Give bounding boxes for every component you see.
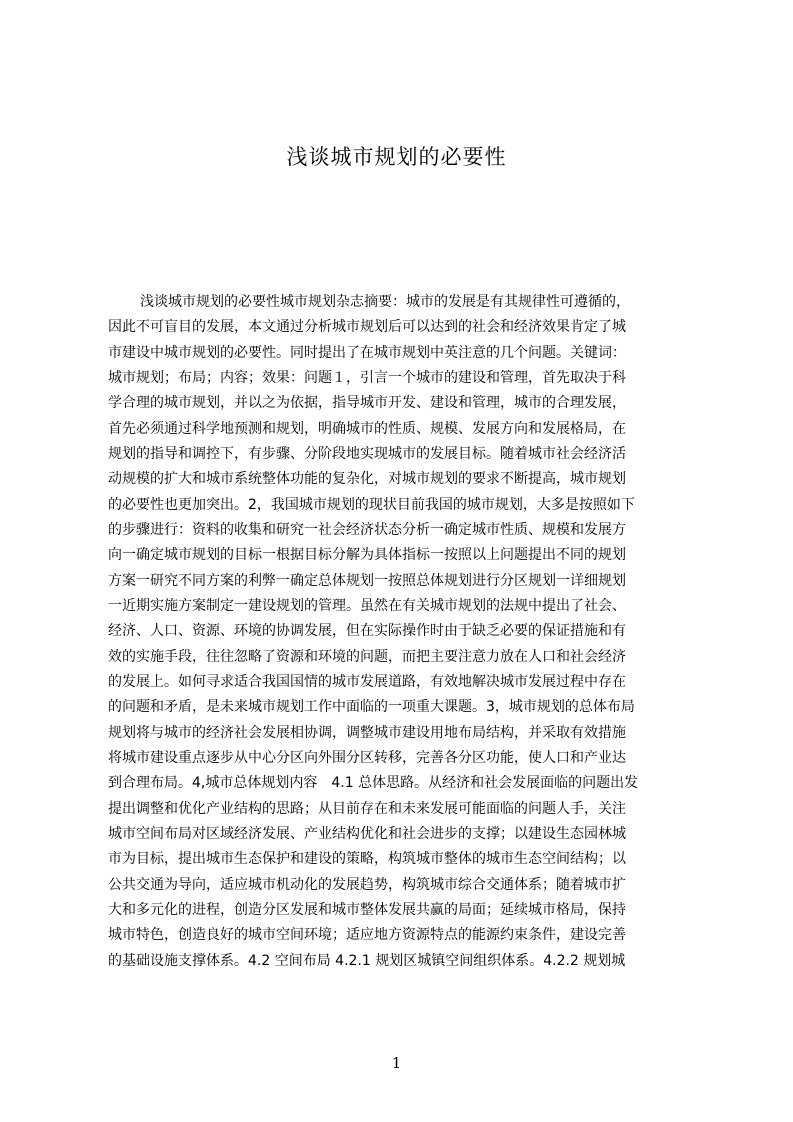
text-line: 市为目标，提出城市生态保护和建设的策略，构筑城市整体的城市生态空间结构；以 xyxy=(108,851,626,868)
text-line: 的基础设施支撑体系。4.2 空间布局 4.2.1 规划区城镇空间组织体系。4.2.2 规划城 xyxy=(108,952,626,969)
text-line: 效的实施手段，往往忽略了资源和环境的问题，而把主要注意力放在人口和社会经济 xyxy=(108,648,626,665)
text-line: 一近期实施方案制定一建设规划的管理。虽然在有关城市规划的法规中提出了社会、 xyxy=(108,597,626,614)
text-line: 大和多元化的进程，创造分区发展和城市整体发展共赢的局面；延续城市格局，保持 xyxy=(108,901,626,918)
body-paragraph xyxy=(108,290,698,974)
text-line: 提出调整和优化产业结构的思路；从目前存在和未来发展可能面临的问题人手，关注 xyxy=(108,800,626,817)
text-line: 的必要性也更加突出。2，我国城市规划的现状目前我国的城市规划，大多是按照如下 xyxy=(108,496,635,513)
text-line: 的问题和矛盾，是未来城市规划工作中面临的一项重大课题。3，城市规划的总体布局 xyxy=(108,699,635,716)
text-line: 市建设中城市规划的必要性。同时提出了在城市规划中英注意的几个问题。关键词： xyxy=(108,344,626,361)
text-line: 向一确定城市规划的目标一根据目标分解为具体指标一按照以上问题提出不同的规划 xyxy=(108,547,626,564)
text-line: 学合理的城市规划，并以之为依据，指导城市开发、建设和管理，城市的合理发展， xyxy=(108,395,626,412)
text-line: 城市规划；布局；内容；效果：问题１，引言一个城市的建设和管理，首先取决于科 xyxy=(108,369,626,386)
text-line: 公共交通为导向，适应城市机动化的发展趋势，构筑城市综合交通体系；随着城市扩 xyxy=(108,876,626,893)
text-line: 城市特色，创造良好的城市空间环境；适应地方资源特点的能源约束条件，建设完善 xyxy=(108,927,626,944)
text-line: 的步骤进行：资料的收集和研究一社会经济状态分析一确定城市性质、规模和发展方 xyxy=(108,521,626,538)
page-number: 1 xyxy=(391,1054,402,1072)
text-line: 城市空间布局对区域经济发展、产业结构优化和社会进步的支撑；以建设生态园林城 xyxy=(108,825,626,842)
document-title: 浅谈城市规划的必要性 xyxy=(286,145,507,169)
text-line: 浅谈城市规划的必要性城市规划杂志摘要：城市的发展是有其规律性可遵循的， xyxy=(140,294,630,310)
text-line: 规划的指导和调控下，有步骤、分阶段地实现城市的发展目标。随着城市社会经济活 xyxy=(108,445,626,462)
text-line: 规划将与城市的经济社会发展相协调，调整城市建设用地布局结构，并采取有效措施 xyxy=(108,724,626,741)
text-line: 到合理布局。4,城市总体规划内容 4.1 总体思路。从经济和社会发展面临的问题出发 xyxy=(108,775,639,792)
text-line: 方案一研究不同方案的利弊一确定总体规划一按照总体规划进行分区规划一详细规划 xyxy=(108,572,626,589)
text-line: 将城市建设重点逐步从中心分区向外围分区转移，完善各分区功能，使人口和产业达 xyxy=(108,749,626,766)
text-line: 的发展上。如何寻求适合我国国情的城市发展道路，有效地解决城市发展过程中存在 xyxy=(108,673,626,690)
text-line: 动规模的扩大和城市系统整体功能的复杂化，对城市规划的要求不断提高，城市规划 xyxy=(108,471,626,488)
text-line: 因此不可盲目的发展，本文通过分析城市规划后可以达到的社会和经济效果肯定了城 xyxy=(108,319,626,336)
text-line: 首先必须通过科学地预测和规划，明确城市的性质、规模、发展方向和发展格局，在 xyxy=(108,420,626,437)
text-line: 经济、人口、资源、环境的协调发展，但在实际操作时由于缺乏必要的保证措施和有 xyxy=(108,623,626,640)
